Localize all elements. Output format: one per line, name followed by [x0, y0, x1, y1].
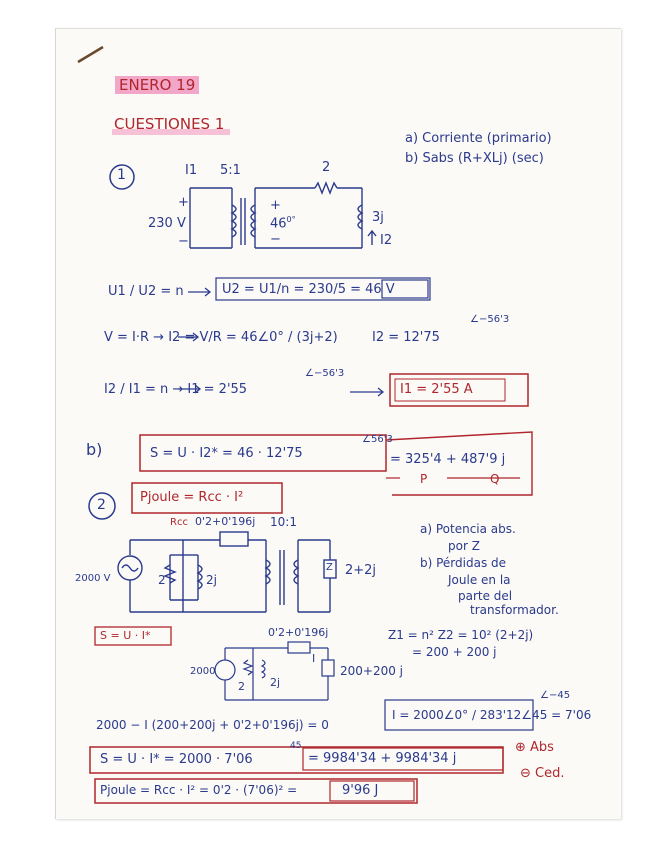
c3-load-label: 200+200 j — [340, 664, 404, 678]
eq3: I2 / I1 = n → I1 = 2'55 — [104, 382, 248, 397]
q2-ask-b4: transformador. — [470, 603, 559, 617]
c2-zcc-label: 0'2+0'196j — [195, 515, 256, 528]
c1-v2-label: $46^{0^\circ}$ — [270, 215, 296, 232]
c1-plus-label: + — [178, 195, 189, 210]
c1-plus2-label: + — [270, 198, 281, 213]
c2-source-label: 2000 V — [75, 573, 111, 584]
q2-pj-result: 9'96 J — [342, 783, 379, 798]
q2-formula: Pjoule = Rcc · I² — [140, 490, 244, 505]
q2-abs: ⊕ Abs — [515, 740, 554, 755]
b-label: b) — [86, 440, 103, 459]
eq2-angle: ∠−56'3 — [470, 314, 510, 325]
c1-xl-label: 3j — [372, 210, 384, 225]
q2-ask-b: b) Pérdidas de — [420, 556, 507, 570]
circuit-3 — [215, 642, 334, 700]
circuit-2 — [118, 532, 336, 612]
page-header: ENERO 19 — [115, 76, 199, 94]
c3-zcc-label: 0'2+0'196j — [268, 626, 329, 639]
c2-x-label: 2j — [206, 573, 217, 587]
c1-i2-label: I2 — [380, 233, 393, 248]
eq3-result: I1 = 2'55 A — [400, 382, 473, 397]
c2-load-label: 2+2j — [345, 563, 377, 578]
q2-ask-b3: parte del — [458, 589, 513, 603]
c2-load-z: Z — [326, 562, 333, 573]
c2-rcc-label: Rcc — [170, 517, 188, 528]
q2-ask-b2: Joule en la — [448, 573, 511, 587]
c1-minus2-label: − — [270, 232, 281, 247]
question-1-number: 1 — [117, 167, 126, 183]
q2-i-angle: ∠−45 — [540, 690, 571, 701]
q2-s-result: = 9984'34 + 9984'34 j — [308, 751, 457, 766]
c1-source-label: 230 V — [148, 216, 186, 231]
q2-pj-line: Pjoule = Rcc · I² = 0'2 · (7'06)² = — [100, 783, 298, 797]
eq1-lhs: U1 / U2 = n — [108, 284, 184, 299]
q2-ced: ⊖ Ced. — [520, 766, 565, 781]
q2-ask-a2: por Z — [448, 539, 480, 553]
q2-s-line: S = U · I* = 2000 · 7'06 — [100, 752, 253, 767]
eq1-result: U2 = U1/n = 230/5 = 46 V — [222, 282, 395, 297]
q1-ask-b: b) Sabs (R+XLj) (sec) — [405, 151, 544, 166]
c1-i1-label: I1 — [185, 163, 198, 178]
q1-ask-a: a) Corriente (primario) — [405, 131, 552, 146]
section-title: CUESTIONES 1 — [114, 115, 225, 133]
c3-r-label: 2 — [238, 680, 245, 693]
b-p-label: P — [420, 472, 428, 486]
c3-i-label: I — [312, 652, 316, 665]
c3-source-label: 2000 — [190, 666, 216, 677]
c1-ratio-label: 5:1 — [220, 163, 241, 178]
q2-s-angle: 45 — [290, 741, 302, 751]
eq2: V = I·R → I2 = V/R = 46∠0° / (3j+2) — [104, 330, 338, 345]
c2-ratio-label: 10:1 — [270, 515, 297, 529]
b-result: = 325'4 + 487'9 j — [390, 452, 506, 467]
c1-r-label: 2 — [322, 160, 331, 175]
eq2-result: I2 = 12'75 — [372, 330, 440, 345]
c2-r-label: 2 — [158, 573, 166, 587]
q2-kvl: 2000 − I (200+200j + 0'2+0'196j) = 0 — [96, 718, 329, 732]
eq3-angle: ∠−56'3 — [305, 368, 345, 379]
q2-z1: Z1 = n² Z2 = 10² (2+2j) — [388, 628, 534, 642]
c3-x-label: 2j — [270, 676, 281, 689]
c1-minus-label: − — [178, 234, 189, 249]
q2-z1-result: = 200 + 200 j — [412, 645, 497, 659]
q2-i-eq: I = 2000∠0° / 283'12∠45 = 7'06 — [392, 708, 592, 722]
b-q-label: Q — [490, 472, 500, 486]
q2-s-formula: S = U · I* — [100, 629, 151, 642]
b-formula: S = U · I2* = 46 · 12'75 — [150, 446, 303, 461]
b-angle: ∠56'3 — [362, 434, 393, 445]
q2-ask-a: a) Potencia abs. — [420, 522, 516, 536]
question-2-number: 2 — [97, 497, 106, 513]
